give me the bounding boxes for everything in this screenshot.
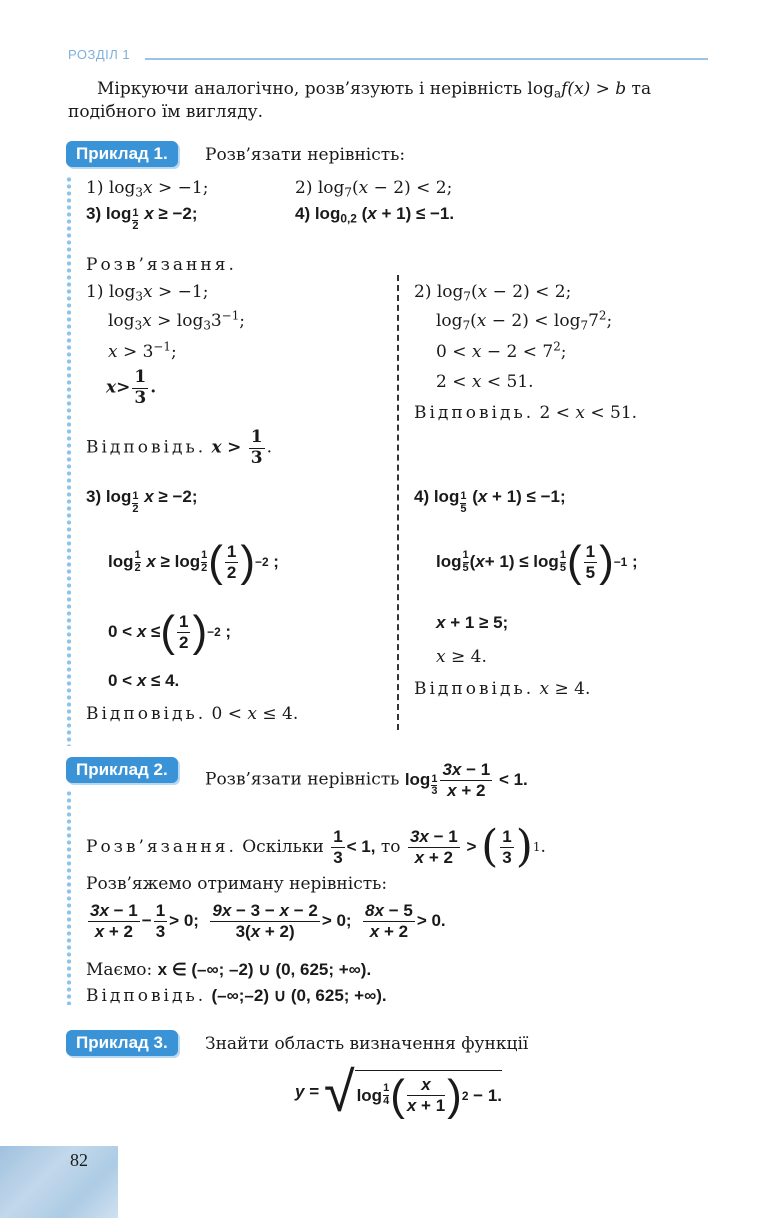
header-rule [145,58,708,60]
sol-4-line-1: 4) log $\frac{1}{5}$ (x + 1) ≤ −1; [414,487,566,515]
task-1-3: 3) log $\frac{1}{2}$ x ≥ −2; [86,204,198,232]
example-1-task: Розв’язати нерівність: [205,145,406,165]
task-1-1: 1) $\log_3x > -1$; [86,178,209,200]
answer-label: Відповідь. [86,704,207,724]
intro-text-a: Міркуючи аналогічно, розв’язують і нерівність log [97,79,554,99]
dotted-margin-1 [66,176,72,746]
example-1-badge: Приклад 1. [66,141,178,167]
sol-3-line-2: log 1 2 x ≥ log 1 2 ( $\frac{1}{2}$ ) −2 ; [108,537,279,586]
sol-2-line-2: $\log_7(x - 2) < \log_77^2$; [436,308,613,333]
intro-text-b: f(x) > b [561,79,627,99]
example-2-task-text: Розв’язати нерівність [205,769,400,790]
ex2-answer-label: Відповідь. [86,986,207,1006]
answer-1-1: Відповідь. x > $\frac{1}{3}$ . [86,427,272,468]
sol-4-line-2: log 1 5 ( x + 1) ≤ log 1 5 ( $\frac{1}{5}$ ) −1 ; [436,537,638,586]
answer-label: Відповідь. [414,403,535,423]
ex2-transform-line: $\frac{3x - 1}{x + 2}$ − $\frac{1}{3}$ > 0; $\frac{9x - 3 - x - 2}{3(x + 2)}$ > 0; $\frac{8x - 5}{x + 2}$ > 0. [90,901,446,941]
column-divider [397,275,399,730]
ex2-have: Маємо: [86,960,153,980]
page-number: 82 [70,1150,88,1170]
example-2-task: Розв’язати нерівність log $\frac{1}{3}$ $\frac{3x - 1}{x + 2}$ < 1. [205,760,528,800]
sol-2-line-1: 2) $\log_7(x - 2) < 2$; [414,282,572,304]
sol-1-line-4: x> $\frac{1}{3}$ . [106,367,157,408]
answer-label: Відповідь. [86,437,207,458]
sol-2-line-4: 2 < x < 51. [436,372,534,392]
ex2-then: то [380,837,401,857]
sol-1-line-1: 1) $\log_3x > -1$; [86,282,209,304]
answer-1-3: Відповідь. 0 < x ≤ 4. [86,704,299,724]
page-corner-decoration [0,1146,118,1218]
intro-line-2: подібного їм вигляду. [68,102,264,122]
ex2-have-line [86,959,371,981]
intro-line-1 [97,78,651,100]
intro-text-c: та [626,79,652,99]
sol-2-line-3: $0 < x - 2 < 7^2$; [436,339,567,362]
example-3-task: Знайти область визначення функції [205,1034,529,1054]
sol-4-line-3: x + 1 ≥ 5; [436,613,509,632]
sol-1-line-2: $\log_3x > \log_33^{-1}$; [108,308,246,333]
dotted-margin-2 [66,790,72,1005]
example-2-badge: Приклад 2. [66,757,178,783]
ex2-since: Оскільки [242,837,324,857]
ex2-answer-line [86,985,387,1007]
section-header: РОЗДІЛ 1 [68,47,131,62]
task-1-2: 2) $\log_7(x - 2) < 2$; [295,178,453,200]
ex2-have-set: x ∈ (–∞; –2) ∪ (0, 625; +∞). [157,960,372,979]
intro-sub: a [553,86,562,101]
sol-3-line-3: 0 < x ≤ ( $\frac{1}{2}$ ) −2 ; [108,607,232,656]
ex2-answer-set: (–∞;–2) ∪ (0, 625; +∞). [211,986,387,1005]
answer-1-4: Відповідь. x ≥ 4. [414,679,591,699]
ex2-solution-label: Розв’язання. [86,837,237,857]
sol-3-line-4: 0 < x ≤ 4. [108,671,180,690]
task-1-4: 4) $\log_{0,2} (x + 1) \le -1$. [295,204,455,226]
sol-3-line-1: 3) log $\frac{1}{2}$ x ≥ −2; [86,487,198,515]
ex2-solution-line: Розв’язання. Оскільки $\frac{1}{3}$ < 1, то $\frac{3x - 1}{x + 2}$ > ( $\frac{1}{3}$ ) 1 . [86,821,546,872]
answer-label: Відповідь. [414,679,535,699]
ex2-solve-text: Розв’яжемо отриману нерівність: [86,874,388,894]
ex3-function: y = √ log 1 4 ( $\frac{x}{x + 1}$ ) 2 − 1. [295,1060,503,1123]
answer-1-2: Відповідь. 2 < x < 51. [414,403,638,423]
sol-1-line-3: $x > 3^{-1}$; [108,339,177,362]
solution-label-1: Розв’язання. [86,255,237,275]
example-3-badge: Приклад 3. [66,1030,178,1056]
sol-4-line-4: x ≥ 4. [436,647,487,667]
